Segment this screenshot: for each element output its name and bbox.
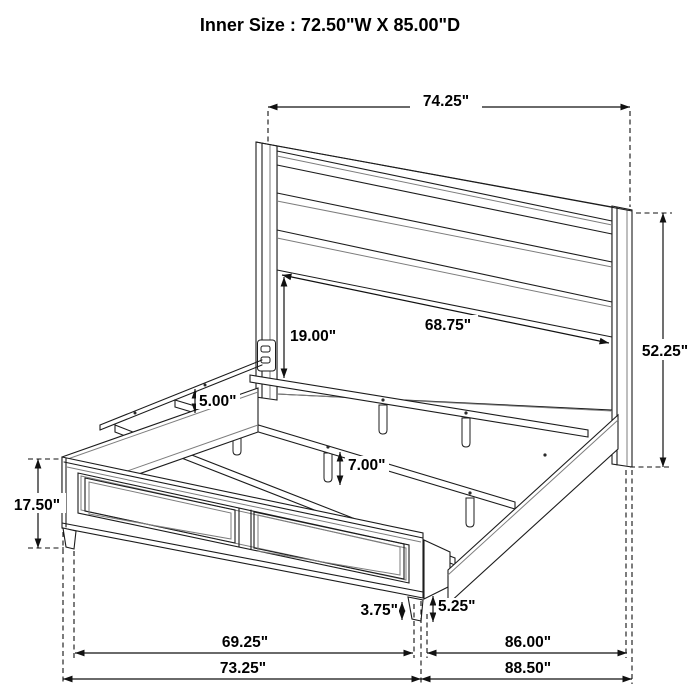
dim-label-top-width: 74.25" [422,93,470,110]
dim-label-slat-leg-height: 7.00" [348,457,386,474]
dim-label-side-outer-depth: 88.50" [504,660,552,677]
dim-label-panel-to-rail: 19.00" [290,328,337,345]
diagram-title: Inner Size : 72.50"W X 85.00"D [199,15,461,35]
dim-label-headboard-height: 52.25" [641,343,689,360]
rail-bracket [258,340,276,371]
dim-label-headboard-panel-width: 68.75" [424,317,472,334]
dim-label-footboard-outer-width: 73.25" [219,660,267,677]
headboard [256,142,632,467]
dim-label-footboard-height: 17.50" [13,497,61,514]
footboard-right-leg [408,597,423,621]
dim-label-corner-leg-height: 5.25" [438,598,476,615]
footboard-left-leg [63,528,76,549]
dim-label-footboard-inner-width: 69.25" [221,634,269,651]
dim-label-side-inner-depth: 86.00" [504,634,552,651]
dim-label-footboard-leg-height: 3.75" [360,602,398,619]
dim-label-rail-gap: 5.00" [199,393,237,410]
